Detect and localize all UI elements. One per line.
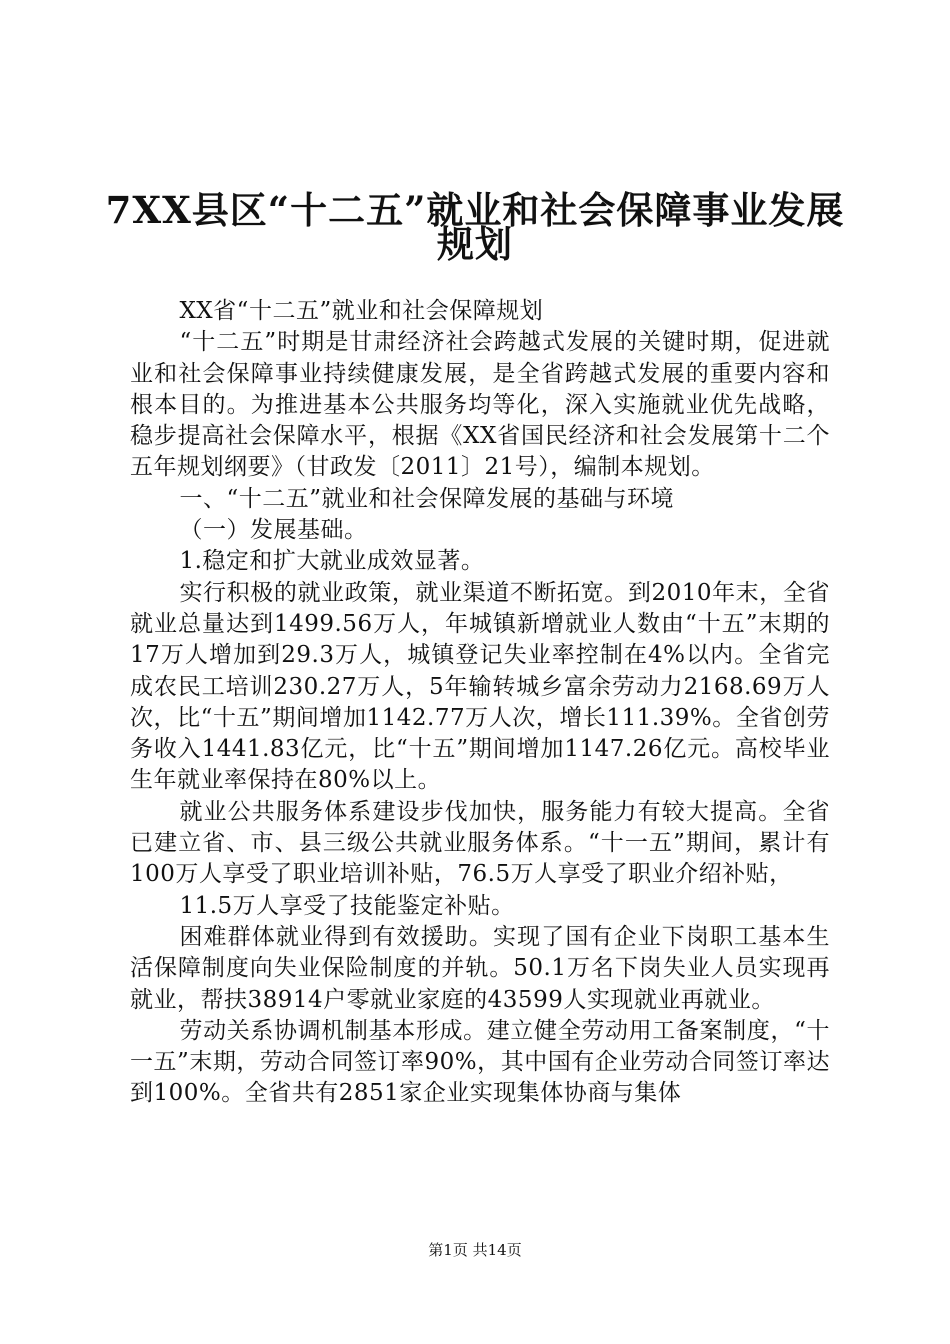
paragraph-assistance: 困难群体就业得到有效援助。实现了国有企业下岗职工基本生活保障制度向失业保险制度的并轨。50.1万名下岗失业人员实现再就业，帮扶38914户零就业家庭的43599人实现就业再就业。 (130, 923, 830, 1013)
paragraph-public-service: 就业公共服务体系建设步伐加快，服务能力有较大提高。全省已建立省、市、县三级公共就业服务体系。“十一五”期间，累计有100万人享受了职业培训补贴，76.5万人享受了职业介绍补贴， (130, 798, 830, 888)
paragraph-employment-policy: 实行积极的就业政策，就业渠道不断拓宽。到2010年末，全省就业总量达到1499.56万人，年城镇新增就业人数由“十五”末期的17万人增加到29.3万人，城镇登记失业率控制在4%以内。全省完成农民工培训230.27万人，5年输转城乡富余劳动力2168.69万人次，比“十五”期间增加1142.77万人次，增长111.39%。全省创劳务收入1441.83亿元，比“十五”期间增加1147.26亿元。高校毕业生年就业率保持在80%以上。 (130, 579, 830, 794)
paragraph-skill-subsidy: 11.5万人享受了技能鉴定补贴。 (179, 892, 515, 919)
section-heading: 一、“十二五”就业和社会保障发展的基础与环境 (179, 485, 674, 512)
paragraph-intro: “十二五”时期是甘肃经济社会跨越式发展的关键时期，促进就业和社会保障事业持续健康发展，是全省跨越式发展的重要内容和根本目的。为推进基本公共服务均等化，深入实施就业优先战略，稳步提高社会保障水平，根据《XX省国民经济和社会发展第十二个五年规划纲要》（甘政发〔2011〕21号），编制本规划。 (130, 329, 830, 481)
paragraph-subtitle: XX省“十二五”就业和社会保障规划 (179, 298, 544, 324)
document-title-line-1: 7XX县区“十二五”就业和社会保障事业发展 (105, 188, 845, 232)
document-title-line-2: 规划 (437, 222, 513, 266)
document-body (130, 296, 830, 1110)
paragraph-labor-relations: 劳动关系协调机制基本形成。建立健全劳动用工备案制度，“十一五”末期，劳动合同签订率90%，其中国有企业劳动合同签订率达到100%。全省共有2851家企业实现集体协商与集体 (130, 1017, 830, 1107)
subsection-heading: （一）发展基础。 (179, 517, 368, 544)
page-footer: 第1页 共14页 (428, 1241, 522, 1259)
item-heading: 1.稳定和扩大就业成效显著。 (179, 548, 485, 575)
